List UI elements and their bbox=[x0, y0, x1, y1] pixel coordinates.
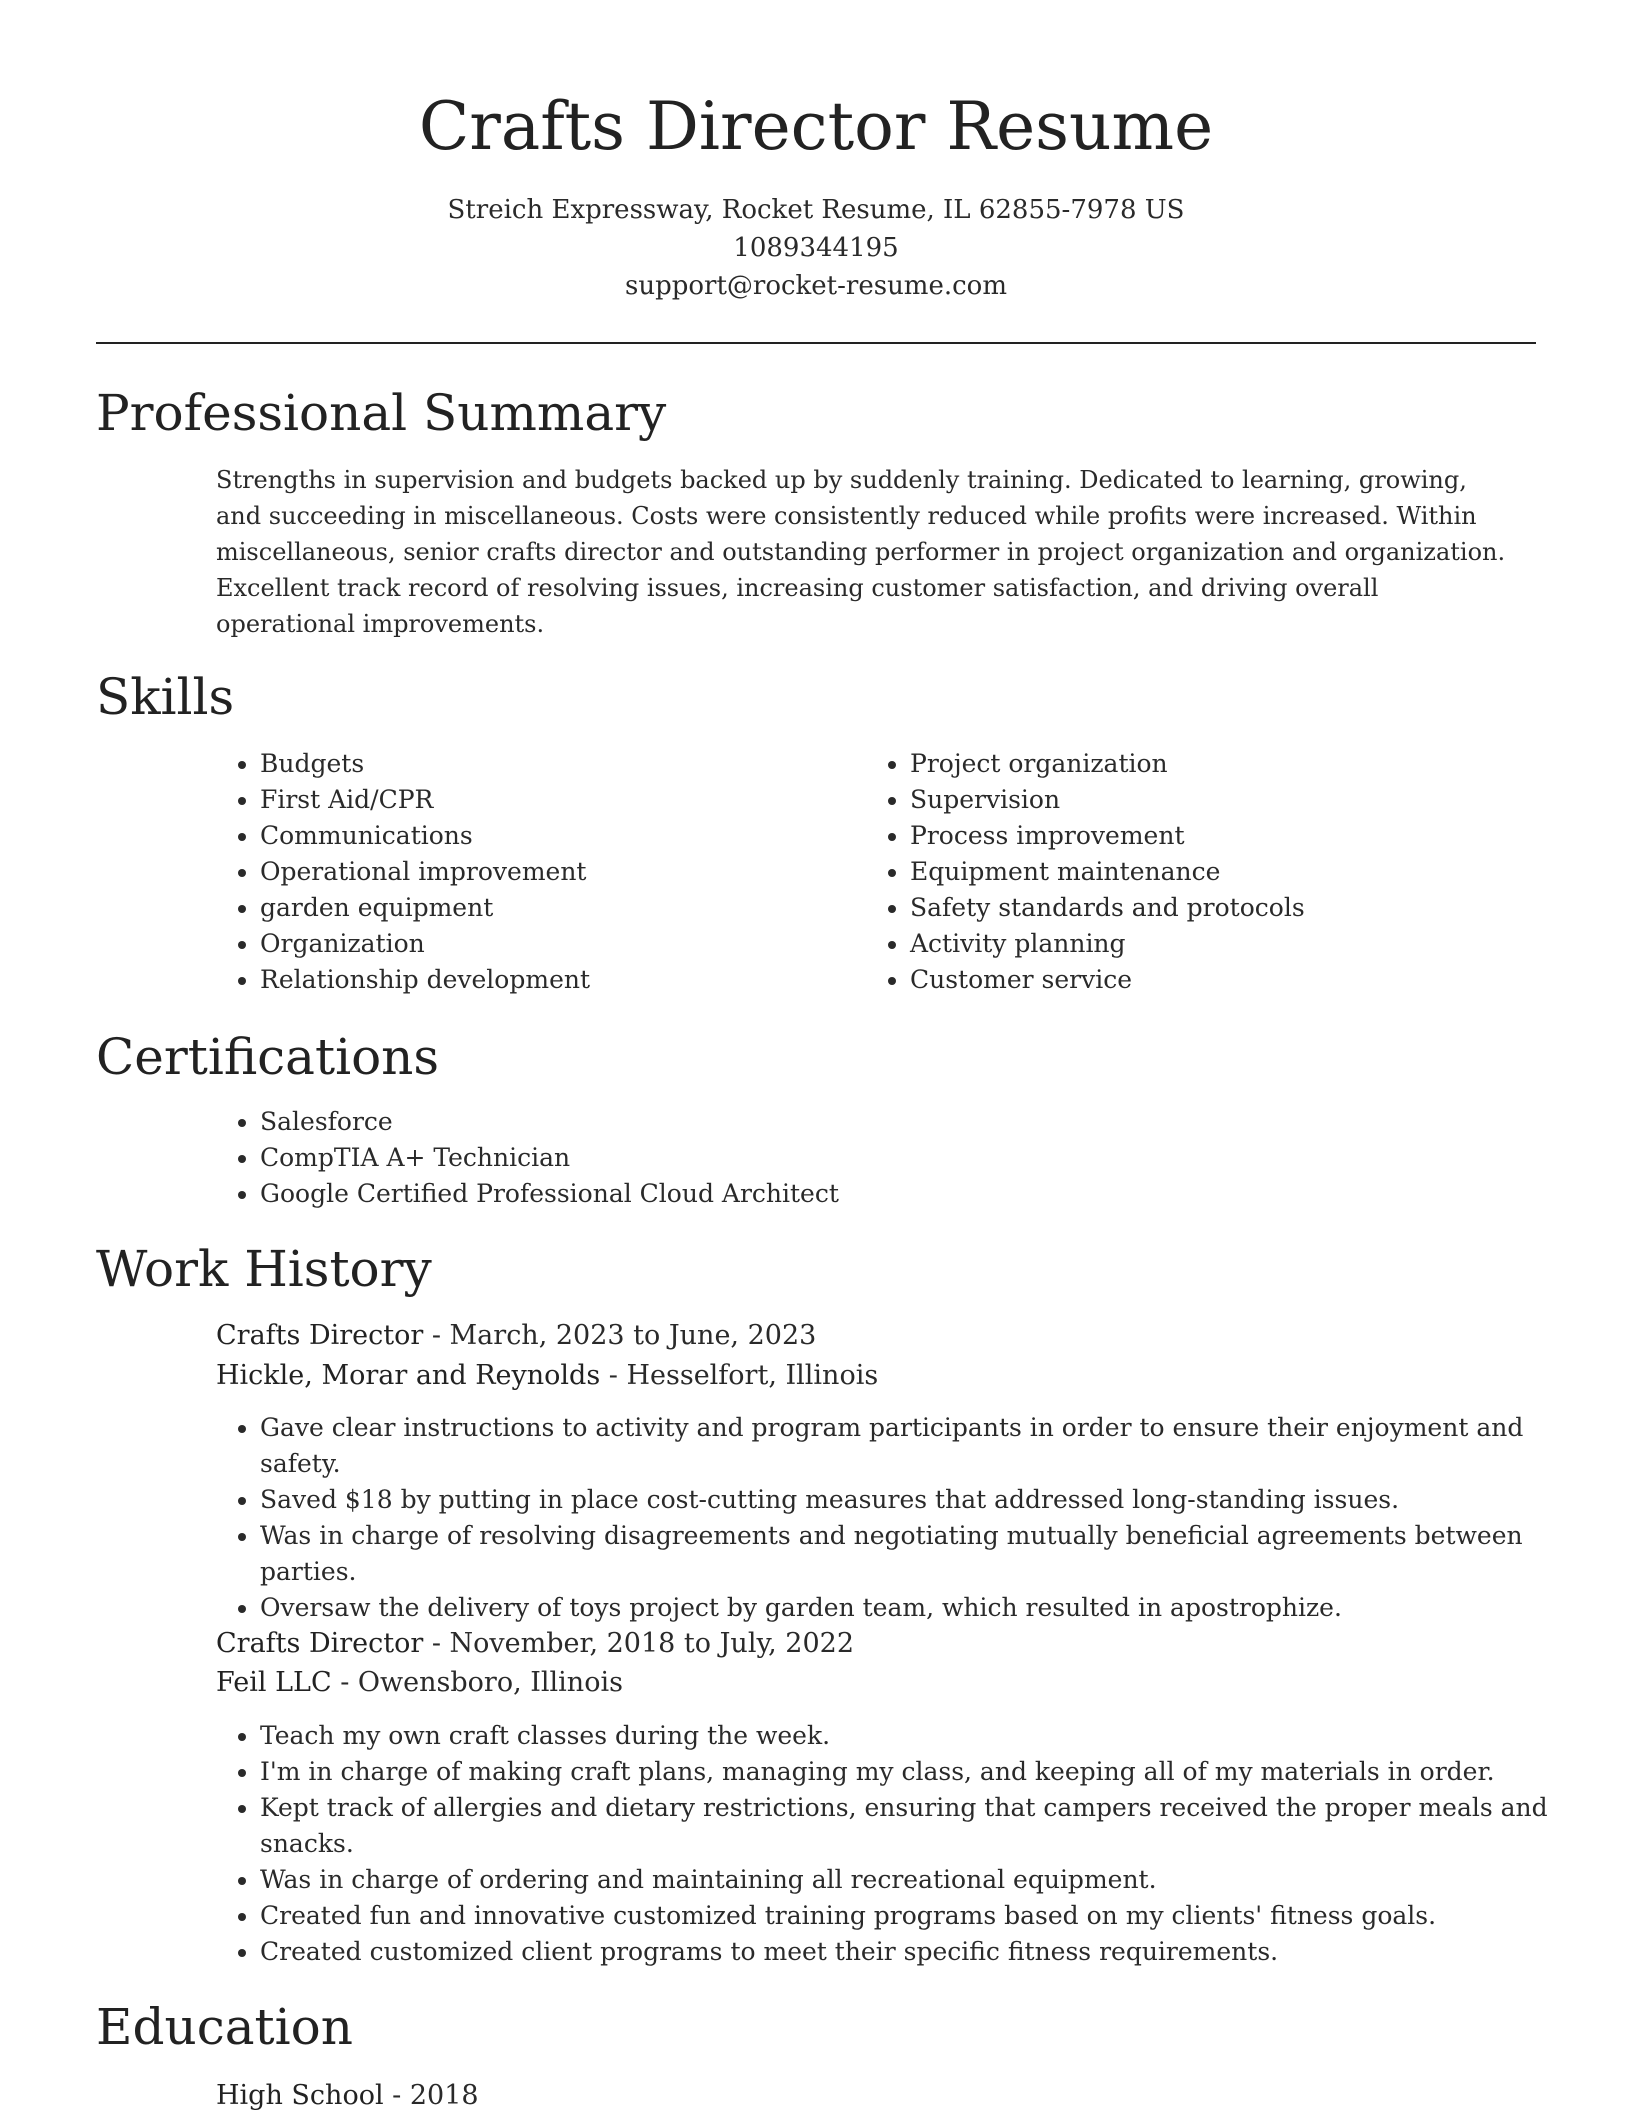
job-bullet: • Teach my own craft classes during the week. bbox=[260, 1718, 1570, 1754]
skill-item: • Communications bbox=[260, 818, 820, 854]
skill-item: • Relationship development bbox=[260, 962, 820, 998]
work-history-heading: Work History bbox=[96, 1240, 432, 1298]
contact-email: support@rocket-resume.com bbox=[624, 271, 1007, 301]
job-bullet: • Kept track of allergies and dietary restrictions, ensuring that campers received the proper meals and snacks. bbox=[260, 1790, 1570, 1862]
job-2-bullets bbox=[216, 1718, 1570, 1970]
skill-item: • Process improvement bbox=[910, 818, 1530, 854]
contact-address: Streich Expressway, Rocket Resume, IL 62855-7978 US bbox=[447, 195, 1185, 225]
job-dates: - November, 2018 to July, 2022 bbox=[423, 1628, 854, 1659]
job-bullet: • Saved $18 by putting in place cost-cutting measures that addressed long-standing issues. bbox=[260, 1482, 1570, 1518]
job-bullet: • Was in charge of resolving disagreements and negotiating mutually beneficial agreements between parties. bbox=[260, 1518, 1570, 1590]
job-title: Crafts Director bbox=[216, 1320, 424, 1351]
skill-item: • Budgets bbox=[260, 746, 820, 782]
job-bullet: • Oversaw the delivery of toys project by garden team, which resulted in apostrophize. bbox=[260, 1590, 1570, 1626]
skill-item: • garden equipment bbox=[260, 890, 820, 926]
job-company: Feil LLC bbox=[216, 1667, 332, 1698]
skills-heading: Skills bbox=[96, 668, 235, 726]
education-line bbox=[216, 2076, 479, 2116]
education-degree: High School bbox=[216, 2080, 384, 2111]
skills-list-left bbox=[216, 746, 820, 998]
skill-item: • Operational improvement bbox=[260, 854, 820, 890]
job-1-title-line bbox=[216, 1316, 816, 1356]
skills-list-right bbox=[866, 746, 1530, 998]
job-2-title-line bbox=[216, 1624, 854, 1664]
job-2-company-line bbox=[216, 1663, 623, 1703]
header-divider bbox=[96, 342, 1536, 344]
skill-item: • Activity planning bbox=[910, 926, 1530, 962]
summary-text: Strengths in supervision and budgets backed up by suddenly training. Dedicated to learning, growing, and succeeding in miscellaneous. Costs were consistently reduced while profits were increased. Within miscellaneous, senior crafts director and outstanding performer in project organization and organization. Excellent track record of resolving issues, increasing customer satisfaction, and driving overall operational improvements. bbox=[216, 466, 1506, 638]
contact-phone: 1089344195 bbox=[733, 233, 899, 263]
job-bullet: • Gave clear instructions to activity and program participants in order to ensure their enjoyment and safety. bbox=[260, 1410, 1570, 1482]
certification-item: • Salesforce bbox=[260, 1104, 1560, 1140]
job-1-company-line bbox=[216, 1356, 878, 1396]
skill-item: • Customer service bbox=[910, 962, 1530, 998]
certification-item: • CompTIA A+ Technician bbox=[260, 1140, 1560, 1176]
job-bullet: • Created customized client programs to meet their specific fitness requirements. bbox=[260, 1934, 1570, 1970]
certifications-list bbox=[216, 1104, 1560, 1212]
job-location: - Hesselfort, Illinois bbox=[600, 1360, 879, 1391]
skill-item: • Organization bbox=[260, 926, 820, 962]
job-dates: - March, 2023 to June, 2023 bbox=[423, 1320, 817, 1351]
education-year: - 2018 bbox=[383, 2080, 479, 2111]
summary-heading: Professional Summary bbox=[96, 384, 667, 442]
skill-item: • Equipment maintenance bbox=[910, 854, 1530, 890]
skill-item: • Supervision bbox=[910, 782, 1530, 818]
job-1-bullets bbox=[216, 1410, 1570, 1626]
job-bullet: • Created fun and innovative customized training programs based on my clients' fitness goals. bbox=[260, 1898, 1570, 1934]
skill-item: • Safety standards and protocols bbox=[910, 890, 1530, 926]
job-title: Crafts Director bbox=[216, 1628, 424, 1659]
certifications-heading: Certifications bbox=[96, 1028, 440, 1086]
job-bullet: • I'm in charge of making craft plans, managing my class, and keeping all of my materials in order. bbox=[260, 1754, 1570, 1790]
skill-item: • First Aid/CPR bbox=[260, 782, 820, 818]
job-company: Hickle, Morar and Reynolds bbox=[216, 1360, 601, 1391]
certification-item: • Google Certified Professional Cloud Architect bbox=[260, 1176, 1560, 1212]
skill-item: • Project organization bbox=[910, 746, 1530, 782]
resume-title: Crafts Director Resume bbox=[418, 88, 1214, 165]
job-location: - Owensboro, Illinois bbox=[331, 1667, 623, 1698]
education-heading: Education bbox=[96, 1998, 353, 2056]
job-bullet: • Was in charge of ordering and maintaining all recreational equipment. bbox=[260, 1862, 1570, 1898]
